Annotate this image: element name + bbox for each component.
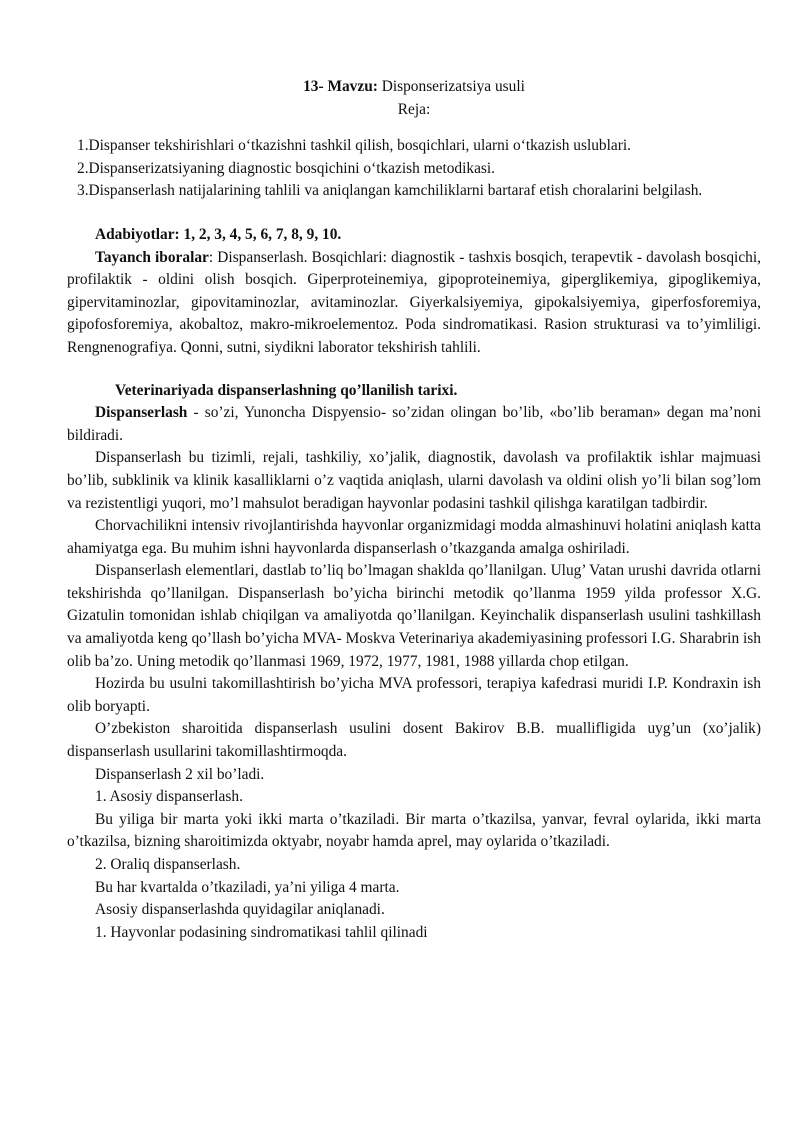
topic-title: Disponserizatsiya usuli: [377, 78, 525, 95]
paragraph: 1. Hayvonlar podasining sindromatikasi tahlil qilinadi: [95, 923, 428, 941]
keywords-paragraph: [67, 247, 761, 360]
definition-paragraph: [67, 402, 761, 447]
paragraph: Chorvachilikni intensiv rivojlantirishda hayvonlar organizmidagi modda almashinuvi holatini aniqlash katta ahamiyatga ega. Bu muhim ishni hayvonlarda dispanserlash o’tkazganda amalga oshiriladi.: [67, 517, 761, 557]
paragraph: Dispanserlash elementlari, dastlab to’liq bo’lmagan shaklda qo’llanilgan. Ulug’ Vatan urushi davrida otlarni tekshirishda qo’llanilgan. Dispanserlash bo’yicha birinchi metodik qo’llanma 1959 yilda professor X.G. Gizatulin tomonidan ishlab chiqilgan va amaliyotda qo’llanilgan. Keyinchalik dispanserlash usulini tashkillash va amaliyotda keng qo’llash bo’yicha MVA- Moskva Veterinariya akademiyasining professori I.G. Sharabrin ish olib ba’zo. Uning metodik qo’llanmasi 1969, 1972, 1977, 1981, 1988 yillarda chop etilgan.: [67, 562, 761, 670]
definition-term: Dispanserlash: [95, 404, 188, 422]
plan-list: [77, 135, 761, 203]
paragraph: Asosiy dispanserlashda quyidagilar aniqlanadi.: [95, 901, 385, 919]
plan-item-1: 1.Dispanser tekshirishlari o‘tkazishni tashkil qilish, bosqichlari, ularni o‘tkazish uslublari.: [77, 137, 631, 155]
paragraph: O’zbekiston sharoitida dispanserlash usulini dosent Bakirov B.B. muallifligida uyg’un (xo’jalik) dispanserlash usullarini takomillashtirmoqda.: [67, 720, 761, 761]
definition-text: - so’zi, Yunoncha Dispyensio- so’zidan olingan bo’lib, «bo’lib beraman» degan ma’noni bildiradi.: [67, 404, 761, 444]
paragraph: Dispanserlash 2 xil bo’ladi.: [95, 765, 265, 783]
topic-label: 13- Mavzu:: [303, 78, 378, 95]
paragraph: Bu har kvartalda o’tkaziladi, ya’ni yiliga 4 marta.: [95, 878, 400, 896]
spacer: [67, 360, 761, 380]
plan-heading: Reja:: [397, 100, 431, 118]
paragraph: Bu yiliga bir marta yoki ikki marta o’tkaziladi. Bir marta o’tkazilsa, yanvar, fevral oylarida, ikki marta o’tkazilsa, bizning sharoitimizda oktyabr, noyabr hamda aprel, may oylarida o’tkaziladi.: [67, 810, 761, 851]
document-page: [67, 76, 761, 944]
paragraph: 2. Oraliq dispanserlash.: [95, 856, 241, 873]
plan-item-2: 2.Dispanserizatsiyaning diagnostic bosqichini o‘tkazish metodikasi.: [77, 159, 496, 177]
paragraph: 1. Asosiy dispanserlash.: [95, 788, 243, 806]
spacer: [67, 203, 761, 224]
keywords-label: Tayanch iboralar: [95, 248, 209, 266]
topic-heading: [67, 76, 761, 99]
literature: Adabiyotlar: 1, 2, 3, 4, 5, 6, 7, 8, 9, 10.: [95, 225, 342, 243]
spacer: [67, 121, 761, 135]
section-title: Veterinariyada dispanserlashning qo’llanilish tarixi.: [115, 381, 458, 399]
paragraph: Hozirda bu usulni takomillashtirish bo’yicha MVA professori, terapiya kafedrasi muridi I.P. Kondraxin ish olib boryapti.: [67, 675, 761, 715]
plan-item-3: 3.Dispanserlash natijalarining tahlili va aniqlangan kamchiliklarni bartaraf etish choralarini belgilash.: [77, 182, 703, 200]
keywords-text: : Dispanserlash. Bosqichlari: diagnostik - tashxis bosqich, terapevtik - davolash bosqichi, profilaktik - oldini olish bosqich. Giperproteinemiya, gipoproteinemiya, giperglikemiya, gipoglikemiya, gipervitaminozlar, gipovitaminozlar, avitaminozlar. Giyerkalsiyemiya, gipokalsiyemiya, giperfosforemiya, gipofosforemiya, akobaltoz, makro-mikroelementoz. Poda sindromatikasi. Rasion strukturasi va to’yimliligi. Rengnenografiya. Qonni, sutni, siydikni laborator tekshirish tahlili.: [67, 248, 761, 356]
paragraph: Dispanserlash bu tizimli, rejali, tashkiliy, xo’jalik, diagnostik, davolash va profilaktik ishlar majmuasi bo’lib, subklinik va klinik kasalliklarni o’z vaqtida aniqlash, ularni davolash va oldini olish yo’li bilan sog’lom va rezistentligi yuqori, mo’l mahsulot beradigan hayvonlar podasini tashkil qilishga karatilgan tadbirdir.: [67, 449, 761, 512]
